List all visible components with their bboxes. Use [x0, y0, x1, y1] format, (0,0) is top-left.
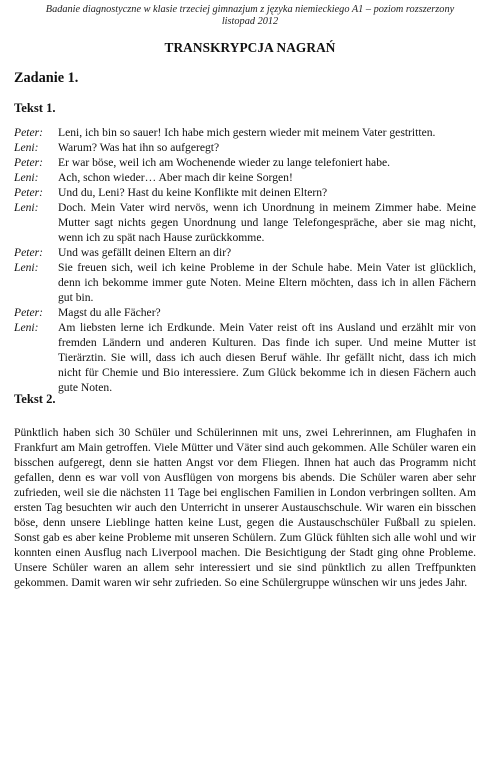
- speech-text: Sie freuen sich, weil ich keine Probleme in der Schule habe. Mein Vater ist glücklich, denn ich bekomme immer gute Noten. Meine Eltern möchten, dass ich in allen Fächern gut bin.: [58, 261, 476, 304]
- document-header: [0, 4, 500, 28]
- speaker-label: Peter:: [14, 126, 43, 139]
- speaker-label: Leni:: [14, 321, 39, 334]
- dialogue-line: [14, 200, 476, 245]
- text-2-paragraph: Pünktlich haben sich 30 Schüler und Schülerinnen mit uns, zwei Lehrerinnen, am Flughafen in Frankfurt am Main getroffen. Viele Mütter und Väter sind auch gekommen. Alle Schüler waren ein bisschen aufgeregt, denn sie hatten Angst vor dem Fliegen. Ihnen hat auch das Programm nicht gefallen, denn es war voll von Ausflügen von morgens bis abends. Die Schüler waren aber sehr zufrieden, weil sie die nächsten 11 Tage bei englischen Familien in London verbringen sollten. Am ersten Tag besuchten wir auch den Unterricht in unserer Austauschschule. Wir waren ein bisschen böse, denn unsere Lieblinge hatten keine Lust, gegen die Austauschschüler Fußball zu spielen. Sonst gab es aber keine Probleme mit unseren Schülern. Zum Glück fühlten sich alle wohl und wir konnten einen Ausflug nach Liverpool machen. Die Besichtigung der Stadt ging ohne Probleme. Unsere Schüler waren an allem sehr interessiert und sie sind pünktlich zu allen Treffpunkten gekommen. Damit waren wir sehr zufrieden. So eine Schülergruppe wünschen wir uns jedes Jahr.: [14, 426, 476, 589]
- dialogue-line: [14, 245, 476, 260]
- header-line-1: Badanie diagnostyczne w klasie trzeciej gimnazjum z języka niemieckiego A1 – poziom rozszerzony: [45, 4, 455, 15]
- dialogue-line: [14, 260, 476, 305]
- header-line-2: listopad 2012: [221, 16, 279, 27]
- text-2-heading: Tekst 2.: [14, 392, 56, 406]
- speech-text: Er war böse, weil ich am Wochenende wieder zu lange telefoniert habe.: [58, 156, 391, 169]
- speaker-label: Peter:: [14, 156, 43, 169]
- speech-text: Warum? Was hat ihn so aufgeregt?: [58, 141, 220, 154]
- speech-text: Ach, schon wieder… Aber mach dir keine Sorgen!: [58, 171, 293, 184]
- speaker-label: Leni:: [14, 201, 39, 214]
- speech-text: Und was gefällt deinen Eltern an dir?: [58, 246, 232, 259]
- dialogue: [14, 125, 476, 395]
- task-heading: Zadanie 1.: [14, 70, 79, 86]
- text-1-heading: Tekst 1.: [14, 101, 56, 115]
- speaker-label: Leni:: [14, 171, 39, 184]
- dialogue-line: [14, 140, 476, 155]
- speaker-label: Peter:: [14, 246, 43, 259]
- speech-text: Am liebsten lerne ich Erdkunde. Mein Vater reist oft ins Ausland und erzählt mir von fremden Ländern und anderen Kulturen. Das finde ich super. Und meine Mutter ist Tierärztin. Sie will, dass ich auch diesen Beruf wähle. Ihr gefällt nicht, dass ich mich nicht für Chemie und Bio interessiere. Zum Glück bekomme ich in diesen Fächern auch gute Noten.: [58, 321, 476, 394]
- speech-text: Leni, ich bin so sauer! Ich habe mich gestern wieder mit meinem Vater gestritten.: [58, 126, 436, 139]
- dialogue-line: [14, 125, 476, 140]
- speaker-label: Leni:: [14, 141, 39, 154]
- page-title: TRANSKRYPCJA NAGRAŃ: [164, 40, 336, 55]
- dialogue-line: [14, 185, 476, 200]
- dialogue-line: [14, 155, 476, 170]
- dialogue-line: [14, 170, 476, 185]
- dialogue-line: [14, 305, 476, 320]
- speaker-label: Peter:: [14, 186, 43, 199]
- speech-text: Doch. Mein Vater wird nervös, wenn ich Unordnung in meinem Zimmer habe. Meine Mutter sagt nichts gegen Unordnung und lange Telefongespräche, aber sie mag nicht, wenn ich zu spät nach Hause zurückkomme.: [58, 201, 476, 244]
- speaker-label: Leni:: [14, 261, 39, 274]
- speech-text: Und du, Leni? Hast du keine Konflikte mit deinen Eltern?: [58, 186, 328, 199]
- speaker-label: Peter:: [14, 306, 43, 319]
- dialogue-line: [14, 320, 476, 395]
- speech-text: Magst du alle Fächer?: [58, 306, 161, 319]
